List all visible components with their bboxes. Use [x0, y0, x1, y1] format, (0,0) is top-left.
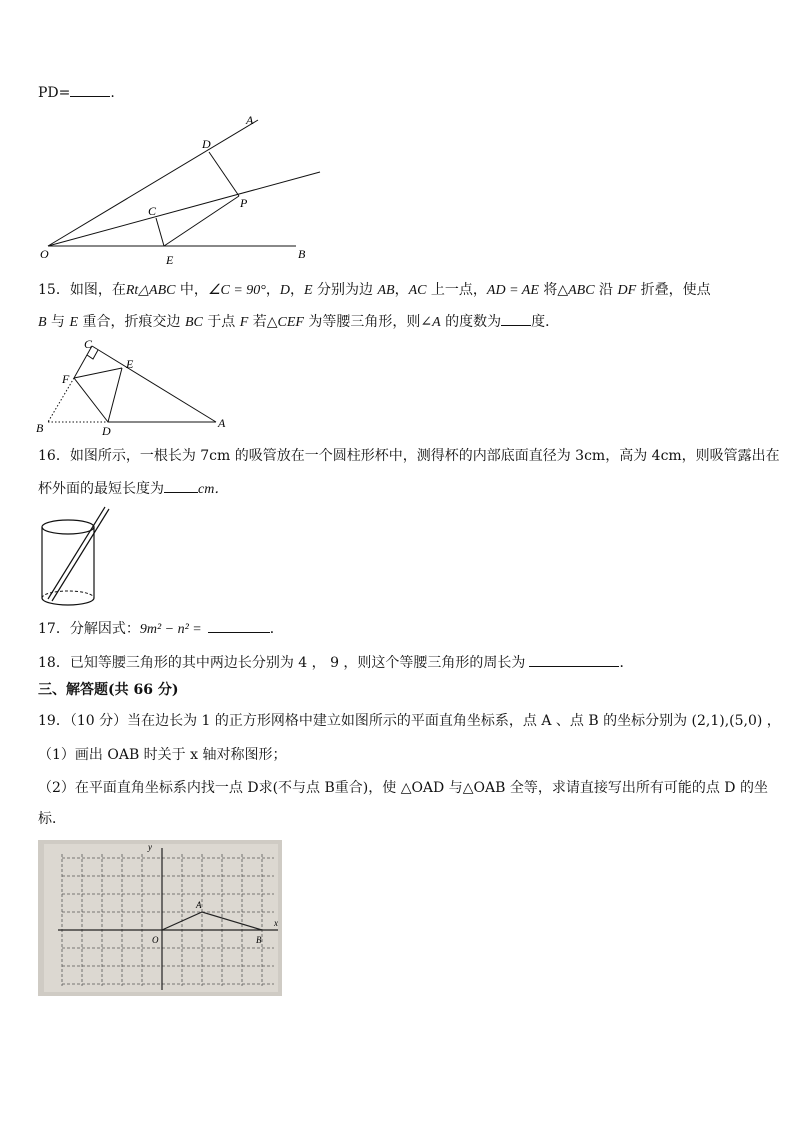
label-A: A: [246, 113, 254, 127]
label-O: O: [40, 247, 49, 261]
q15-text: 中，: [175, 282, 208, 298]
q15-text: 重合，折痕交边: [78, 314, 185, 330]
answer-blank[interactable]: [529, 652, 619, 667]
q17-line: [38, 618, 284, 640]
q19-sub2-cont: 标．: [38, 811, 66, 827]
answer-blank[interactable]: [70, 82, 110, 97]
q16-text: 杯外面的最短长度为: [38, 481, 164, 497]
axis-y-label: y: [148, 842, 152, 852]
figure-coordinate-grid: [38, 840, 282, 996]
q15-text: 度．: [531, 314, 560, 330]
label-A: A: [218, 416, 226, 430]
q15-text: 的度数为: [440, 314, 502, 330]
figure-folded-triangle: [34, 338, 234, 436]
q15-term: D: [279, 283, 290, 298]
q15-text: 将△: [538, 282, 569, 298]
q15-term: AD = AE: [486, 283, 539, 298]
label-P: P: [240, 196, 248, 210]
label-B: B: [36, 421, 44, 435]
q16-line2: [38, 478, 228, 500]
q17-expression: 9m² − n² =: [139, 622, 202, 637]
axis-x-label: x: [274, 918, 278, 928]
figure-angle-bisector: [38, 112, 338, 272]
label-A: A: [196, 900, 202, 910]
q15-text: 于点: [202, 314, 240, 330]
q15-text: 为等腰三角形，则∠: [303, 314, 433, 330]
q19-sub2: （2）在平面直角坐标系内找一点 D求(不与点 B重合)，使 △OAD 与△OAB 全等，求请直接写出所有可能的点 D 的坐: [38, 780, 768, 796]
q15-term: CEF: [277, 315, 304, 330]
prev-answer-line: [38, 82, 115, 103]
label-B: B: [256, 935, 262, 945]
q15-term: F: [239, 315, 249, 330]
q18-text: 18．已知等腰三角形的其中两边长分别为 4 ， 9 ，则这个等腰三角形的周长为: [38, 655, 526, 671]
q15-text: 折叠，使点: [636, 282, 711, 298]
q15-line1: [38, 280, 711, 301]
q15-line2: [38, 311, 559, 333]
q15-number: 15．如图，在: [38, 282, 126, 298]
q15-term: AB: [377, 283, 395, 298]
q19-sub1: （1）画出 OAB 时关于 x 轴对称图形；: [38, 747, 287, 763]
q15-text: 与: [46, 314, 70, 330]
q18-line: [38, 652, 633, 673]
q15-text: 沿: [594, 282, 618, 298]
q15-term: DF: [617, 283, 637, 298]
q15-term: ∠C = 90°: [207, 283, 266, 298]
q15-text: 分别为边: [312, 282, 378, 298]
prev-answer-label: PD=: [38, 85, 71, 101]
q15-term: E: [69, 315, 79, 330]
q15-text: ，: [290, 282, 304, 298]
q15-text: 若△: [248, 314, 278, 330]
q16-unit: cm．: [198, 482, 229, 497]
label-F: F: [62, 372, 70, 386]
section-title: 三、解答题(共 66 分): [38, 682, 179, 698]
q16-line1: 16．如图所示，一根长为 7cm 的吸管放在一个圆柱形杯中，测得杯的内部底面直径为 3cm，高为 4cm，则吸管露出在: [38, 448, 780, 464]
q15-term: E: [304, 283, 313, 298]
q15-term: Rt△ABC: [125, 283, 176, 298]
answer-blank[interactable]: [501, 311, 531, 326]
figure-cup-straw: [38, 505, 118, 607]
q15-term: A: [432, 315, 441, 330]
label-D: D: [202, 137, 211, 151]
q15-term: B: [38, 315, 47, 330]
q15-term: BC: [184, 315, 203, 330]
q17-text: 17．分解因式：: [38, 621, 140, 637]
label-E: E: [126, 357, 134, 371]
label-D: D: [102, 424, 111, 436]
answer-blank[interactable]: [208, 618, 270, 633]
label-B: B: [298, 247, 306, 261]
label-O: O: [152, 935, 159, 945]
label-C: C: [148, 204, 157, 218]
q15-text: ，: [265, 282, 280, 298]
label-E: E: [166, 253, 174, 267]
q18-end: ．: [619, 655, 634, 671]
q15-text: 上一点，: [426, 282, 487, 298]
q15-text: ，: [394, 282, 409, 298]
q17-end: ．: [269, 621, 284, 637]
q15-term: AC: [408, 283, 427, 298]
label-C: C: [84, 338, 93, 351]
q19-line1: 19．（10 分）当在边长为 1 的正方形网格中建立如图所示的平面直角坐标系，点 A 、点 B 的坐标分别为 (2,1),(5,0) ，: [38, 713, 781, 729]
answer-blank[interactable]: [164, 478, 198, 493]
q15-term: ABC: [568, 283, 595, 298]
prev-answer-end: .: [110, 85, 115, 101]
